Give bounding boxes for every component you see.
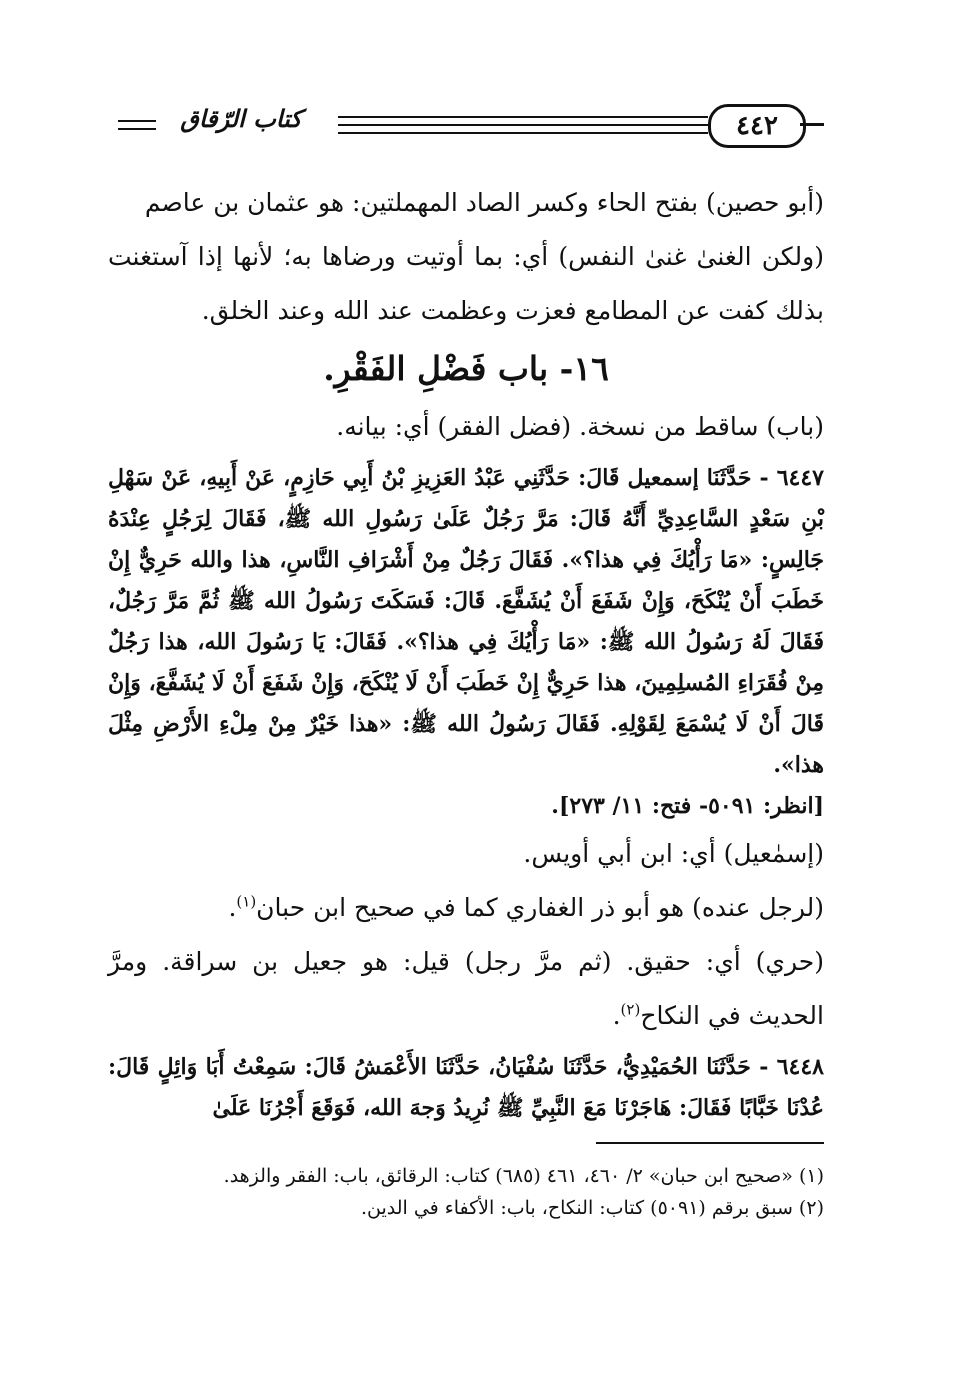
header-rule bbox=[800, 123, 824, 126]
hadith-reference: [انظر: ٥٠٩١- فتح: ١١/ ٢٧٣]. bbox=[551, 793, 824, 819]
page-number: ٤٤٢ bbox=[708, 104, 806, 148]
footnote-1: (١) «صحيح ابن حبان» ٢/ ٤٦٠، ٤٦١ (٦٨٥) كتاب: الرقائق، باب: الفقر والزهد. bbox=[223, 1165, 824, 1187]
hadith-6447: ٦٤٤٧ - حَدَّثَنَا إسمعيل قَالَ: حَدَّثَنِي عَبْدُ العَزِيزِ بْنُ أَبِي حَازِمٍ، عَنْ أَبِيهِ، عَنْ سَهْلِ بْنِ سَعْدٍ السَّاعِدِيِّ أَنَّهُ قَالَ: مَرَّ رَجُلٌ عَلَىٰ رَسُولِ الله ﷺ، فَقَالَ لِرَجُلٍ عِنْدَهُ جَالِسٍ: «مَا رَأْيُكَ فِي هذا؟». فَقَالَ رَجُلٌ مِنْ أَشْرَافِ النَّاسِ، هذا والله حَرِيٌّ إِنْ خَطَبَ أَنْ يُنْكَحَ، وَإِنْ شَفَعَ أَنْ يُشَفَّعَ. قَالَ: فَسَكَتَ رَسُولُ الله ﷺ ثُمَّ مَرَّ رَجُلٌ، فَقَالَ لَهُ رَسُولُ الله ﷺ: «مَا رَأْيُكَ فِي هذا؟». فَقَالَ: يَا رَسُولَ الله، هذا رَجُلٌ مِنْ فُقَرَاءِ المُسلِمِينَ، هذا حَرِيٌّ إِنْ خَطَبَ أَنْ لَا يُنْكَحَ، وَإِنْ شَفَعَ أَنْ لَا يُشَفَّعَ، وَإِنْ قَالَ أَنْ لَا يُسْمَعَ لِقَوْلِهِ. فَقَالَ رَسُولُ الله ﷺ: «هذا خَيْرٌ مِنْ مِلْءِ الأَرْضِ مِثْلَ هذا». bbox=[108, 465, 824, 778]
footnote-divider bbox=[596, 1142, 824, 1144]
header-rule bbox=[338, 116, 708, 118]
header-ornament-line bbox=[118, 128, 156, 130]
commentary-paragraph: (باب) ساقط من نسخة. (فضل الفقر) أي: بيانه. bbox=[336, 412, 824, 441]
header-ornament-line bbox=[118, 120, 156, 122]
running-header bbox=[108, 104, 824, 150]
footnote-2: (٢) سبق برقم (٥٠٩١) كتاب: النكاح، باب: الأكفاء في الدين. bbox=[360, 1197, 824, 1219]
commentary-paragraph: (حري) أي: حقيق. (ثم مرَّ رجل) قيل: هو جعيل بن سراقة. ومرَّ الحديث في النكاح$^{(٢)}$. bbox=[108, 947, 824, 1030]
book-title: كتاب الرّقاق bbox=[180, 104, 302, 133]
commentary-paragraph: (أبو حصين) بفتح الحاء وكسر الصاد المهملتين: هو عثمان بن عاصم bbox=[144, 188, 824, 217]
footnote-marker[interactable]: (٢) bbox=[620, 1000, 641, 1019]
commentary-text: (لرجل عنده) هو أبو ذر الغفاري كما في صحيح ابن حبان bbox=[256, 893, 824, 922]
hadith-text bbox=[108, 458, 824, 827]
commentary-text: (حري) أي: حقيق. (ثم مرَّ رجل) قيل: هو جعيل بن سراقة. ومرَّ الحديث في النكاح bbox=[108, 947, 824, 1030]
footnote-marker[interactable]: (١) bbox=[236, 892, 257, 911]
header-rule bbox=[338, 132, 708, 134]
commentary-paragraph: (إسمٰعيل) أي: ابن أبي أويس. bbox=[523, 839, 824, 868]
main-text bbox=[108, 176, 824, 1129]
chapter-heading: ١٦- باب فَضْلِ الفَقْرِ. bbox=[323, 349, 609, 388]
hadith-6448: ٦٤٤٨ - حَدَّثَنَا الحُمَيْدِيُّ، حَدَّثَنَا سُفْيَانُ، حَدَّثَنَا الأَعْمَشُ قَالَ: سَمِعْتُ أَبَا وَائِلٍ قَالَ: عُدْنَا خَبَّابًا فَقَالَ: هَاجَرْنَا مَعَ النَّبِيِّ ﷺ نُرِيدُ وَجهَ الله، فَوَقَعَ أَجْرُنَا عَلَىٰ bbox=[108, 1054, 824, 1121]
commentary-paragraph: (لرجل عنده) هو أبو ذر الغفاري كما في صحيح ابن حبان$^{(١)}$. bbox=[228, 892, 824, 922]
header-rule bbox=[338, 124, 708, 126]
commentary-paragraph: (ولكن الغنىٰ غنىٰ النفس) أي: بما أوتيت ورضاها به؛ لأنها إذا آستغنت بذلك كفت عن المطامع فعزت وعظمت عند الله وعند الخلق. bbox=[108, 242, 824, 325]
footnotes bbox=[108, 1160, 824, 1224]
